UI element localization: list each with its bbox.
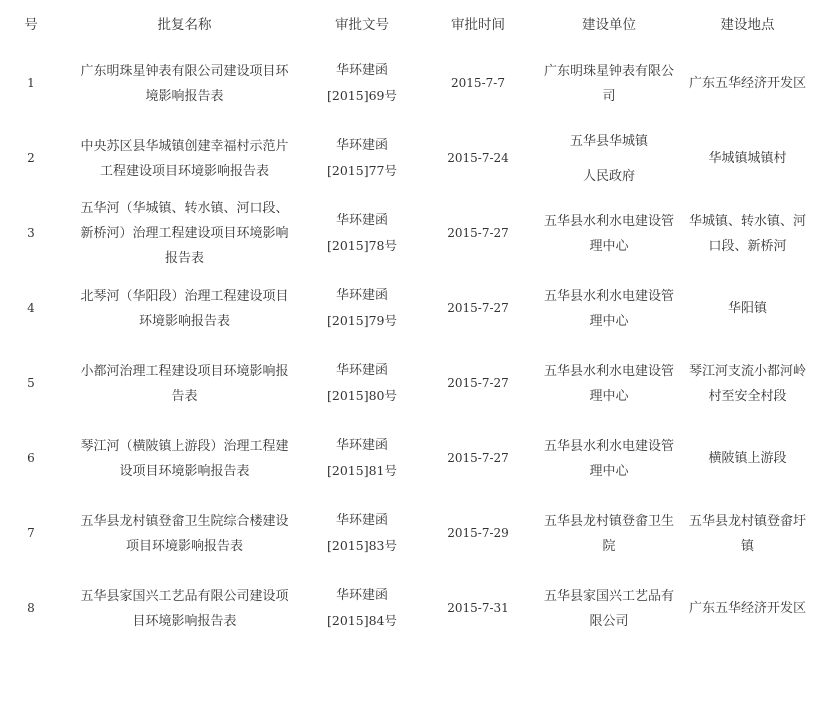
table-row [0,571,816,646]
row-location-cell [679,571,816,646]
row-name-cell [62,271,307,346]
header-index: 号 [24,17,38,33]
table-row [0,421,816,496]
row-index: 2 [27,151,35,165]
row-location: 华城镇城镇村 [708,151,787,166]
row-doc-no [322,508,402,559]
row-date: 2015-7-7 [451,76,505,90]
row-location: 横陂镇上游段 [708,451,787,466]
row-name: 北琴河（华阳段）治理工程建设项目环境影响报告表 [80,288,289,329]
row-location: 广东五华经济开发区 [688,76,806,91]
table-row [0,346,816,421]
row-location: 华阳镇 [727,301,767,316]
row-unit: 五华县水利水电建设管理中心 [544,288,675,329]
row-doc-no-cell [307,196,417,271]
doc-no-line2: [2015]84号 [327,613,397,628]
table-row [0,196,816,271]
row-unit-cell [539,421,679,496]
row-doc-no [322,283,402,334]
row-index: 4 [27,301,35,315]
row-doc-no-cell [307,571,417,646]
table-row [0,46,816,121]
row-unit-cell [539,196,679,271]
row-unit: 五华县水利水电建设管理中心 [544,363,675,404]
row-location-cell [679,496,816,571]
row-location-cell [679,421,816,496]
row-location-cell [679,121,816,196]
header-name: 批复名称 [157,17,212,33]
unit-line2: 人民政府 [582,168,635,184]
row-date: 2015-7-27 [447,451,509,465]
header-doc-no: 审批文号 [335,17,389,33]
row-date: 2015-7-31 [447,601,509,615]
table-row [0,271,816,346]
doc-no-line2: [2015]83号 [327,538,397,553]
row-unit: 五华县水利水电建设管理中心 [544,213,675,254]
row-unit: 五华县水利水电建设管理中心 [544,438,675,479]
doc-no-line2: [2015]80号 [327,388,397,403]
row-unit: 广东明珠星钟表有限公司 [544,63,675,104]
row-doc-no [322,358,402,409]
row-date: 2015-7-27 [447,226,509,240]
doc-no-line2: [2015]77号 [327,163,397,178]
row-date: 2015-7-29 [447,526,509,540]
row-index: 7 [27,526,35,540]
table-header-row [0,0,816,46]
row-unit-cell [539,271,679,346]
row-name: 五华县家国兴工艺品有限公司建设项目环境影响报告表 [80,588,289,629]
doc-no-line1: 华环建函 [335,513,388,528]
row-unit-cell [539,496,679,571]
row-doc-no-cell [307,46,417,121]
row-unit-cell [539,346,679,421]
header-date: 审批时间 [451,17,505,33]
row-name-cell [62,571,307,646]
row-date: 2015-7-24 [447,151,509,165]
row-doc-no [322,433,402,484]
row-name-cell [62,496,307,571]
row-index: 3 [27,226,35,240]
table-row [0,496,816,571]
row-doc-no [322,133,402,184]
row-unit [544,124,674,194]
doc-no-line1: 华环建函 [335,288,388,303]
row-doc-no-cell [307,121,417,196]
row-name: 五华河（华城镇、转水镇、河口段、新桥河）治理工程建设项目环境影响报告表 [80,201,289,266]
row-name-cell [62,196,307,271]
row-index: 1 [27,76,35,90]
row-location-cell [679,46,816,121]
doc-no-line1: 华环建函 [335,63,388,78]
row-location: 琴江河支流小都河岭村至安全村段 [688,363,806,404]
row-index: 5 [27,376,35,390]
row-index: 8 [27,601,35,615]
table-row [0,121,816,196]
row-location-cell [679,346,816,421]
doc-no-line2: [2015]81号 [327,463,397,478]
row-unit: 五华县家国兴工艺品有限公司 [544,588,675,629]
doc-no-line1: 华环建函 [335,213,388,228]
row-doc-no [322,58,402,109]
row-unit-cell [539,121,679,196]
header-unit: 建设单位 [582,17,636,33]
row-location: 五华县龙村镇登畲圩镇 [688,513,806,554]
row-unit-cell [539,46,679,121]
row-date: 2015-7-27 [447,301,509,315]
doc-no-line2: [2015]79号 [327,313,397,328]
header-location: 建设地点 [720,17,775,33]
row-location: 华城镇、转水镇、河口段、新桥河 [688,213,806,254]
row-index: 6 [27,451,35,465]
row-name: 琴江河（横陂镇上游段）治理工程建设项目环境影响报告表 [80,438,289,479]
row-doc-no-cell [307,346,417,421]
row-doc-no [322,583,402,634]
doc-no-line1: 华环建函 [335,363,388,378]
row-name: 广东明珠星钟表有限公司建设项目环境影响报告表 [80,63,289,104]
row-name-cell [62,46,307,121]
row-name-cell [62,121,307,196]
row-name-cell [62,421,307,496]
row-doc-no-cell [307,496,417,571]
row-unit: 五华县龙村镇登畲卫生院 [544,513,675,554]
doc-no-line2: [2015]69号 [327,88,397,103]
row-doc-no [322,208,402,259]
row-location-cell [679,196,816,271]
row-name: 五华县龙村镇登畲卫生院综合楼建设项目环境影响报告表 [80,513,289,554]
doc-no-line1: 华环建函 [335,138,388,153]
row-name: 中央苏区县华城镇创建幸福村示范片工程建设项目环境影响报告表 [80,138,289,179]
row-unit-cell [539,571,679,646]
row-name: 小都河治理工程建设项目环境影响报告表 [80,363,289,404]
doc-no-line2: [2015]78号 [327,238,397,253]
row-name-cell [62,346,307,421]
row-location: 广东五华经济开发区 [688,601,806,616]
doc-no-line1: 华环建函 [335,588,388,603]
row-doc-no-cell [307,271,417,346]
row-location-cell [679,271,816,346]
doc-no-line1: 华环建函 [335,438,388,453]
row-date: 2015-7-27 [447,376,509,390]
unit-line1: 五华县华城镇 [569,133,648,149]
row-doc-no-cell [307,421,417,496]
